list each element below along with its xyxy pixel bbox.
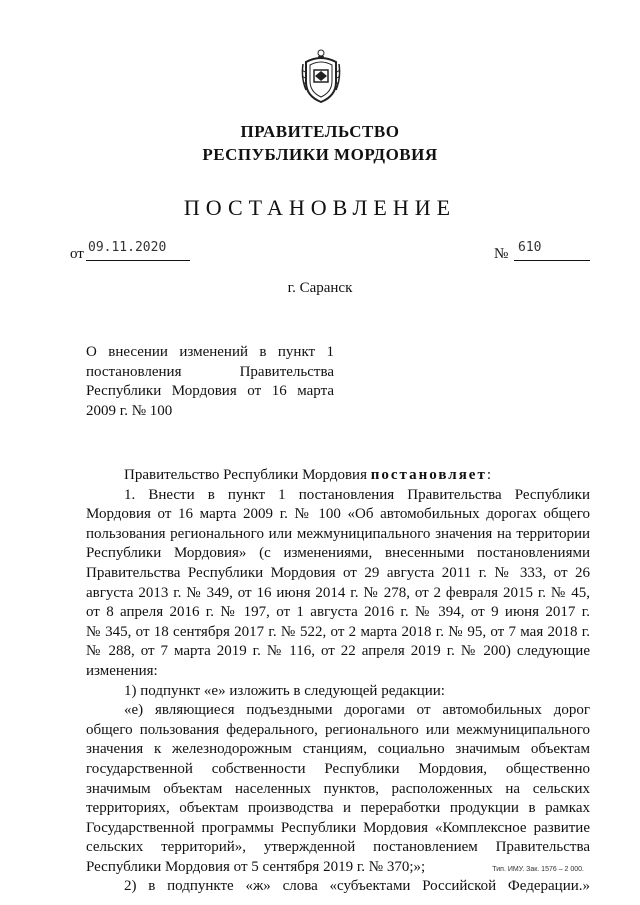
subject-line: О внесении изменений в пункт 1 bbox=[86, 344, 334, 360]
coat-of-arms-emblem bbox=[300, 48, 342, 106]
body-line: августа 2013 г. № 349, от 16 июня 2014 г. № 278, от 2 февраля 2015 г. № 45, bbox=[86, 584, 590, 601]
preamble-colon: : bbox=[486, 467, 492, 483]
body-line: территориях, объектам производства и переработки продукции в рамках bbox=[86, 800, 590, 817]
document-subject bbox=[86, 343, 334, 421]
body-line: Республики Мордовия от 5 сентября 2019 г. № 370;»; bbox=[86, 858, 426, 875]
number-label: № bbox=[494, 246, 509, 262]
body-line: 1) подпункт «е» изложить в следующей редакции: bbox=[124, 682, 445, 699]
document-type-title: ПОСТАНОВЛЕНИЕ bbox=[183, 195, 457, 220]
body-line: № 288, от 7 марта 2019 г. № 116, от 22 апреля 2019 г. № 200) следующие bbox=[86, 643, 590, 660]
date-label: от bbox=[70, 246, 84, 262]
subject-line: 2009 г. № 100 bbox=[86, 402, 173, 419]
body-line: Правительства Республики Мордовия от 29 августа 2011 г. № 333, от 26 bbox=[86, 564, 590, 581]
body-line: Республики Мордовия» (с изменениями, внесенными постановлениями bbox=[86, 545, 590, 562]
government-name-line2: РЕСПУБЛИКИ МОРДОВИЯ bbox=[202, 145, 438, 164]
body-line: изменения: bbox=[86, 662, 158, 679]
subject-line: Республики Мордовия от 16 марта bbox=[86, 383, 334, 399]
body-line: № 345, от 18 сентября 2017 г. № 522, от 2 марта 2018 г. № 95, от 7 мая 2018 г. bbox=[86, 623, 590, 640]
date-value: 09.11.2020 bbox=[86, 240, 190, 261]
body-line: пользования регионального или межмуниципального значения на территории bbox=[86, 525, 590, 542]
body-line: 1. Внести в пункт 1 постановления Правительства Республики bbox=[124, 486, 590, 503]
body-line: от 8 апреля 2016 г. № 197, от 1 августа 2016 г. № 394, от 9 июня 2017 г. bbox=[86, 604, 590, 621]
body-line: значимым объектам населенных пунктов, расположенных на сельских bbox=[86, 780, 590, 797]
city-name: г. Саранск bbox=[287, 280, 353, 296]
government-name-line1: ПРАВИТЕЛЬСТВО bbox=[240, 122, 400, 141]
print-info: Тип. ИМУ. Зак. 1576 – 2 000. bbox=[492, 866, 584, 873]
body-line: значения к железнодорожным станциям, социально значимым объектам bbox=[86, 741, 590, 758]
body-line: 2) в подпункте «ж» слова «субъектами Российской Федерации.» bbox=[124, 878, 590, 895]
preamble bbox=[86, 466, 590, 486]
document-number: 610 bbox=[514, 240, 590, 261]
document-body bbox=[86, 466, 590, 897]
body-line: сельских территорий», утвержденной постановлением Правительства bbox=[86, 839, 590, 856]
body-line: Государственной программы Республики Мордовия «Комплексное развитие bbox=[86, 819, 590, 836]
body-line: «е) являющиеся подъездными дорогами от автомобильных дорог bbox=[124, 702, 590, 719]
subject-line: постановления Правительства bbox=[86, 363, 334, 380]
preamble-text: Правительство Республики Мордовия bbox=[124, 467, 367, 483]
body-line: государственной собственности Республики Мордовия, общественно bbox=[86, 760, 590, 777]
body-line: Мордовия от 16 марта 2009 г. № 100 «Об автомобильных дорогах общего bbox=[86, 506, 590, 523]
preamble-verb: постановляет bbox=[370, 467, 487, 483]
body-line: общего пользования федерального, регионального или межмуниципального bbox=[86, 721, 590, 738]
